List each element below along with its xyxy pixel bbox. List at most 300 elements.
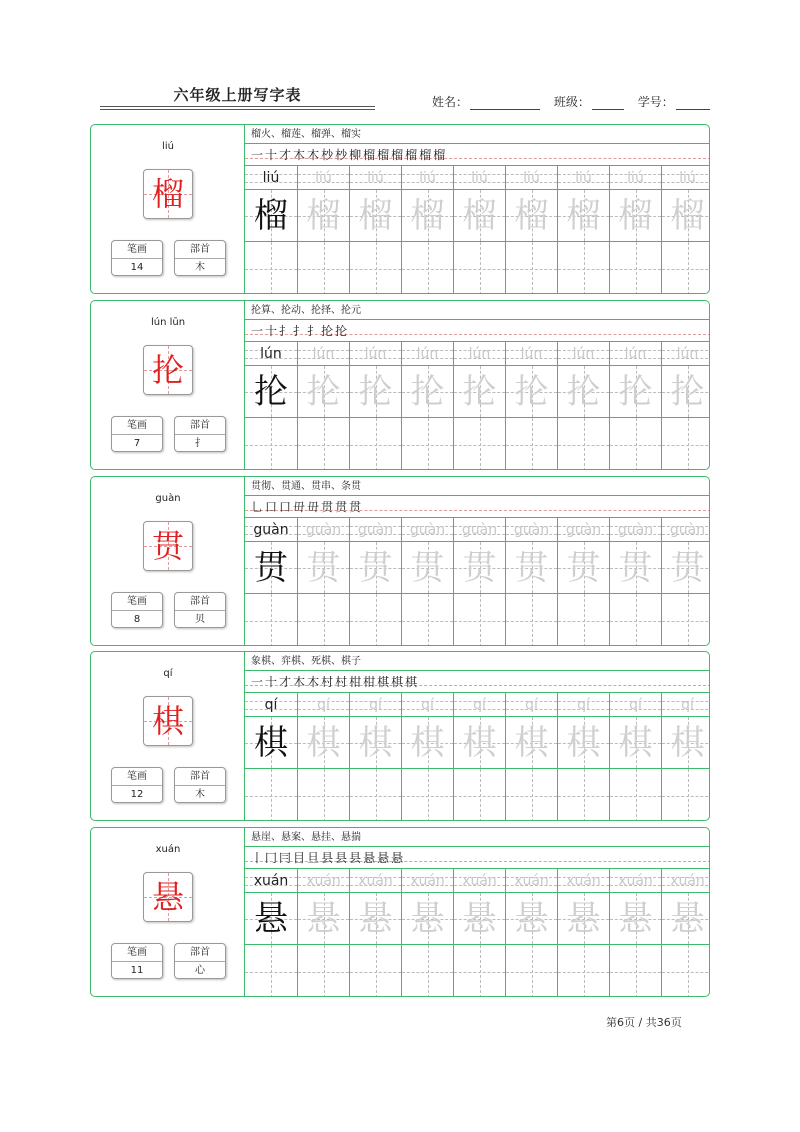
radical-label: 部首 [175,417,225,435]
character-cell [662,366,710,418]
trace-character: 棋 [566,723,601,763]
stroke-step: 冂 [265,851,278,865]
blank-writing-cell[interactable] [506,769,557,821]
title-underline-double [100,109,375,110]
pinyin-row [610,693,661,717]
model-character: 悬 [254,899,288,939]
trace-pinyin: qí [525,697,538,713]
pinyin-row [558,166,609,190]
page-indicator: 第6页 / 共36页 [606,1016,682,1029]
stroke-count-label: 笔画 [112,417,162,435]
trace-character: 悬 [670,899,705,939]
stroke-step: 旦 [307,851,320,865]
stroke-step: 扌 [307,324,320,338]
name-field [432,93,540,110]
stroke-step: 木 [293,675,306,689]
blank-writing-cell[interactable] [610,594,661,646]
trace-character: 榴 [566,196,601,236]
character-info-panel [91,125,245,293]
character-glyph: 棋 [151,702,184,740]
trace-pinyin: guàn [669,522,706,538]
trace-character: 棋 [618,723,653,763]
blank-writing-cell[interactable] [454,418,505,470]
id-blank-line[interactable] [676,97,710,110]
character-glyph: 榴 [151,175,184,213]
character-cell [402,893,453,945]
blank-writing-cell[interactable] [454,594,505,646]
character-card [90,651,710,821]
character-cell [610,366,661,418]
radical-label: 部首 [175,593,225,611]
example-words: 抡算、抡动、抡择、抡元 [245,301,710,320]
stroke-step: 县 [349,851,362,865]
trace-character: 悬 [566,899,601,939]
blank-writing-cell[interactable] [610,769,661,821]
trace-pinyin: guàn [305,522,342,538]
trace-column [609,166,661,294]
example-words: 悬崖、悬案、悬挂、悬揣 [245,828,710,847]
character-cell [662,717,710,769]
trace-pinyin: qí [369,697,382,713]
stroke-step: 悬 [391,851,404,865]
model-column [245,869,297,997]
blank-writing-cell[interactable] [610,945,661,997]
trace-pinyin: qí [629,697,642,713]
trace-column [349,518,401,646]
trace-pinyin: lún [676,346,699,362]
stroke-step: 贯 [349,500,362,514]
stroke-step: 冃 [279,851,292,865]
character-cell [558,366,609,418]
trace-column [349,693,401,821]
radical-value: 木 [195,262,205,273]
character-pinyin: guàn [155,493,181,504]
character-cell [245,717,297,769]
trace-column [505,518,557,646]
trace-pinyin: qí [681,697,694,713]
character-cell [662,893,710,945]
trace-column [453,342,505,470]
radical-label: 部首 [175,944,225,962]
trace-column [609,869,661,997]
character-info-panel [91,828,245,996]
blank-writing-cell[interactable] [350,242,401,294]
trace-pinyin: liú [315,170,332,186]
stroke-step: 毌 [293,500,306,514]
pinyin-row [350,518,401,542]
model-pinyin: guàn [253,522,289,538]
trace-character: 抡 [410,372,445,412]
trace-pinyin: qí [577,697,590,713]
trace-column [349,166,401,294]
blank-writing-cell[interactable] [350,418,401,470]
character-cell [402,366,453,418]
trace-column [609,693,661,821]
stroke-step: 才 [279,148,292,162]
radical-value: 心 [195,965,205,976]
pinyin-row [506,693,557,717]
trace-column [401,342,453,470]
stroke-step: 村 [335,675,348,689]
trace-column [557,166,609,294]
stroke-step: 一 [251,148,264,162]
model-character: 棋 [254,723,288,763]
stroke-count-value: 7 [133,438,141,449]
trace-column [661,166,710,294]
trace-character: 悬 [462,899,497,939]
class-label: 班级： [553,95,590,109]
radical-label: 部首 [175,241,225,259]
class-blank-line[interactable] [592,97,624,110]
pinyin-row [558,518,609,542]
trace-pinyin: guàn [513,522,550,538]
model-character: 贯 [254,548,288,588]
trace-character: 棋 [514,723,549,763]
character-box [143,872,193,922]
character-cell [506,717,557,769]
stroke-step: 悬 [377,851,390,865]
stroke-step: 悬 [363,851,376,865]
character-cell [454,893,505,945]
blank-writing-cell[interactable] [402,418,453,470]
trace-column [661,869,710,997]
trace-pinyin: liú [523,170,540,186]
stroke-count-box [111,592,163,628]
blank-writing-cell[interactable] [350,945,401,997]
model-pinyin: lún [260,346,282,362]
blank-writing-cell[interactable] [506,945,557,997]
model-column [245,693,297,821]
trace-character: 悬 [306,899,341,939]
blank-writing-cell[interactable] [506,594,557,646]
stroke-count-value: 14 [130,262,144,273]
blank-writing-cell[interactable] [662,418,710,470]
blank-writing-cell[interactable] [610,242,661,294]
trace-column [505,693,557,821]
blank-writing-cell[interactable] [245,242,297,294]
trace-pinyin: liú [367,170,384,186]
stroke-step: 榴 [405,148,418,162]
blank-writing-cell[interactable] [558,945,609,997]
blank-writing-cell[interactable] [402,945,453,997]
trace-character: 抡 [514,372,549,412]
character-box [143,521,193,571]
trace-character: 抡 [358,372,393,412]
blank-writing-cell[interactable] [662,594,710,646]
pinyin-row [298,518,349,542]
radical-label: 部首 [175,768,225,786]
stroke-order-row [245,671,710,693]
blank-writing-cell[interactable] [454,945,505,997]
character-cell [245,542,297,594]
trace-column [609,342,661,470]
pinyin-row [610,869,661,893]
stroke-order-row [245,847,710,869]
trace-column [349,869,401,997]
trace-character: 榴 [358,196,393,236]
stroke-step: 杪 [335,148,348,162]
pinyin-row [245,166,297,190]
stroke-step: 榴 [391,148,404,162]
stroke-step: 抡 [335,324,348,338]
blank-writing-cell[interactable] [662,242,710,294]
trace-character: 贯 [618,548,653,588]
character-cell [298,717,349,769]
pinyin-row [350,342,401,366]
stroke-step: 口 [265,500,278,514]
blank-writing-cell[interactable] [662,945,710,997]
trace-character: 抡 [566,372,601,412]
trace-pinyin: xuán [618,873,653,889]
pinyin-row [298,869,349,893]
blank-writing-cell[interactable] [506,418,557,470]
stroke-count-box [111,943,163,979]
character-cell [298,542,349,594]
trace-column [661,342,710,470]
model-character: 榴 [254,196,288,236]
trace-column [401,166,453,294]
trace-character: 抡 [462,372,497,412]
trace-column [401,518,453,646]
class-field [554,93,624,110]
pinyin-row [662,166,710,190]
example-words: 贯彻、贯通、贯串、条贯 [245,477,710,496]
trace-character: 抡 [670,372,705,412]
character-box [143,345,193,395]
blank-writing-cell[interactable] [245,594,297,646]
character-cell [298,893,349,945]
character-cell [350,893,401,945]
trace-pinyin: xuán [514,873,549,889]
blank-writing-cell[interactable] [245,769,297,821]
practice-panel [245,828,710,996]
stroke-step: 贯 [335,500,348,514]
blank-writing-cell[interactable] [454,769,505,821]
blank-writing-cell[interactable] [402,769,453,821]
trace-column [453,166,505,294]
trace-character: 抡 [306,372,341,412]
character-info-panel [91,477,245,645]
pinyin-row [558,693,609,717]
trace-character: 棋 [462,723,497,763]
pinyin-row [402,869,453,893]
blank-writing-cell[interactable] [558,418,609,470]
stroke-step: 县 [321,851,334,865]
trace-column [557,693,609,821]
pinyin-row [402,693,453,717]
trace-pinyin: xuán [462,873,497,889]
character-box [143,169,193,219]
name-label: 姓名： [432,95,469,109]
blank-writing-cell[interactable] [350,769,401,821]
trace-column [453,869,505,997]
blank-writing-cell[interactable] [454,242,505,294]
character-cell [350,717,401,769]
trace-pinyin: qí [317,697,330,713]
trace-pinyin: liú [627,170,644,186]
blank-writing-cell[interactable] [350,594,401,646]
blank-writing-cell[interactable] [662,769,710,821]
example-words: 象棋、弈棋、死棋、棋子 [245,652,710,671]
stroke-step: 贯 [321,500,334,514]
example-words: 榴火、榴莲、榴弹、榴实 [245,125,710,144]
character-cell [350,542,401,594]
student-info-fields [432,93,720,110]
stroke-count-label: 笔画 [112,768,162,786]
stroke-order-row [245,320,710,342]
character-cell [506,542,557,594]
model-pinyin: qí [264,697,278,713]
model-pinyin: liú [262,170,280,186]
stroke-step: 棋 [377,675,390,689]
radical-box [174,240,226,276]
practice-grid [245,342,710,470]
name-blank-line[interactable] [470,97,540,110]
blank-writing-cell[interactable] [245,418,297,470]
trace-pinyin: lún [572,346,595,362]
trace-character: 棋 [410,723,445,763]
trace-column [661,518,710,646]
trace-character: 贯 [462,548,497,588]
stroke-step: 棋 [405,675,418,689]
character-pinyin: liú [162,141,174,152]
character-cell [245,366,297,418]
character-cell [662,542,710,594]
pinyin-row [610,518,661,542]
id-field [638,93,710,110]
blank-writing-cell[interactable] [298,242,349,294]
character-cell [610,893,661,945]
trace-column [505,342,557,470]
trace-column [453,693,505,821]
pinyin-row [662,342,710,366]
page-title: 六年级上册写字表 [173,86,302,104]
pinyin-row [558,342,609,366]
stroke-step: 榴 [419,148,432,162]
stroke-step: 柑 [349,675,362,689]
pinyin-row [610,342,661,366]
stroke-step: 扌 [293,324,306,338]
pinyin-row [454,166,505,190]
trace-character: 榴 [410,196,445,236]
stroke-step: 才 [279,675,292,689]
blank-writing-cell[interactable] [298,594,349,646]
stroke-step: 木 [307,148,320,162]
radical-box [174,416,226,452]
character-cell [558,190,609,242]
character-cell [298,366,349,418]
pinyin-row [350,693,401,717]
trace-pinyin: qí [421,697,434,713]
blank-writing-cell[interactable] [298,418,349,470]
stroke-step: 棋 [391,675,404,689]
pinyin-row [506,166,557,190]
trace-pinyin: lún [468,346,491,362]
character-cell [506,893,557,945]
trace-column [505,166,557,294]
model-pinyin: xuán [253,873,289,889]
trace-pinyin: liú [575,170,592,186]
trace-pinyin: guàn [617,522,654,538]
pinyin-row [298,693,349,717]
trace-character: 抡 [618,372,653,412]
trace-pinyin: guàn [409,522,446,538]
character-cell [402,717,453,769]
blank-writing-cell[interactable] [298,769,349,821]
stroke-step: 丨 [251,851,264,865]
character-cell [558,542,609,594]
pinyin-row [506,869,557,893]
trace-character: 棋 [358,723,393,763]
character-cell [610,190,661,242]
model-character: 抡 [254,372,288,412]
blank-writing-cell[interactable] [558,242,609,294]
worksheet-header [0,0,800,120]
trace-character: 悬 [514,899,549,939]
model-column [245,342,297,470]
character-cell [662,190,710,242]
trace-pinyin: liú [471,170,488,186]
trace-pinyin: lún [520,346,543,362]
character-cell [506,366,557,418]
trace-character: 棋 [306,723,341,763]
character-pinyin: qí [163,668,173,679]
character-card [90,827,710,997]
stroke-count-label: 笔画 [112,241,162,259]
blank-writing-cell[interactable] [402,242,453,294]
character-glyph: 贯 [151,527,184,565]
pinyin-row [506,518,557,542]
stroke-order-row [245,496,710,518]
pinyin-row [245,342,297,366]
stroke-step: 十 [265,148,278,162]
stroke-step: 榴 [363,148,376,162]
blank-writing-cell[interactable] [506,242,557,294]
trace-pinyin: lún [624,346,647,362]
practice-grid [245,518,710,646]
practice-grid [245,869,710,997]
radical-box [174,767,226,803]
trace-column [609,518,661,646]
trace-column [297,342,349,470]
stroke-count-box [111,240,163,276]
trace-column [661,693,710,821]
trace-pinyin: xuán [670,873,705,889]
stroke-step: 口 [279,500,292,514]
blank-writing-cell[interactable] [610,418,661,470]
character-glyph: 抡 [151,351,184,389]
blank-writing-cell[interactable] [298,945,349,997]
character-cell [610,542,661,594]
character-glyph: 悬 [151,878,184,916]
character-info-panel [91,652,245,820]
character-cell [402,542,453,594]
blank-writing-cell[interactable] [558,594,609,646]
pinyin-row [558,869,609,893]
character-cell [402,190,453,242]
practice-panel [245,477,710,645]
pinyin-row [506,342,557,366]
practice-grid [245,693,710,821]
pinyin-row [350,869,401,893]
blank-writing-cell[interactable] [558,769,609,821]
blank-writing-cell[interactable] [245,945,297,997]
trace-character: 贯 [514,548,549,588]
stroke-count-box [111,416,163,452]
stroke-step: 乚 [251,500,264,514]
blank-writing-cell[interactable] [402,594,453,646]
trace-column [297,869,349,997]
